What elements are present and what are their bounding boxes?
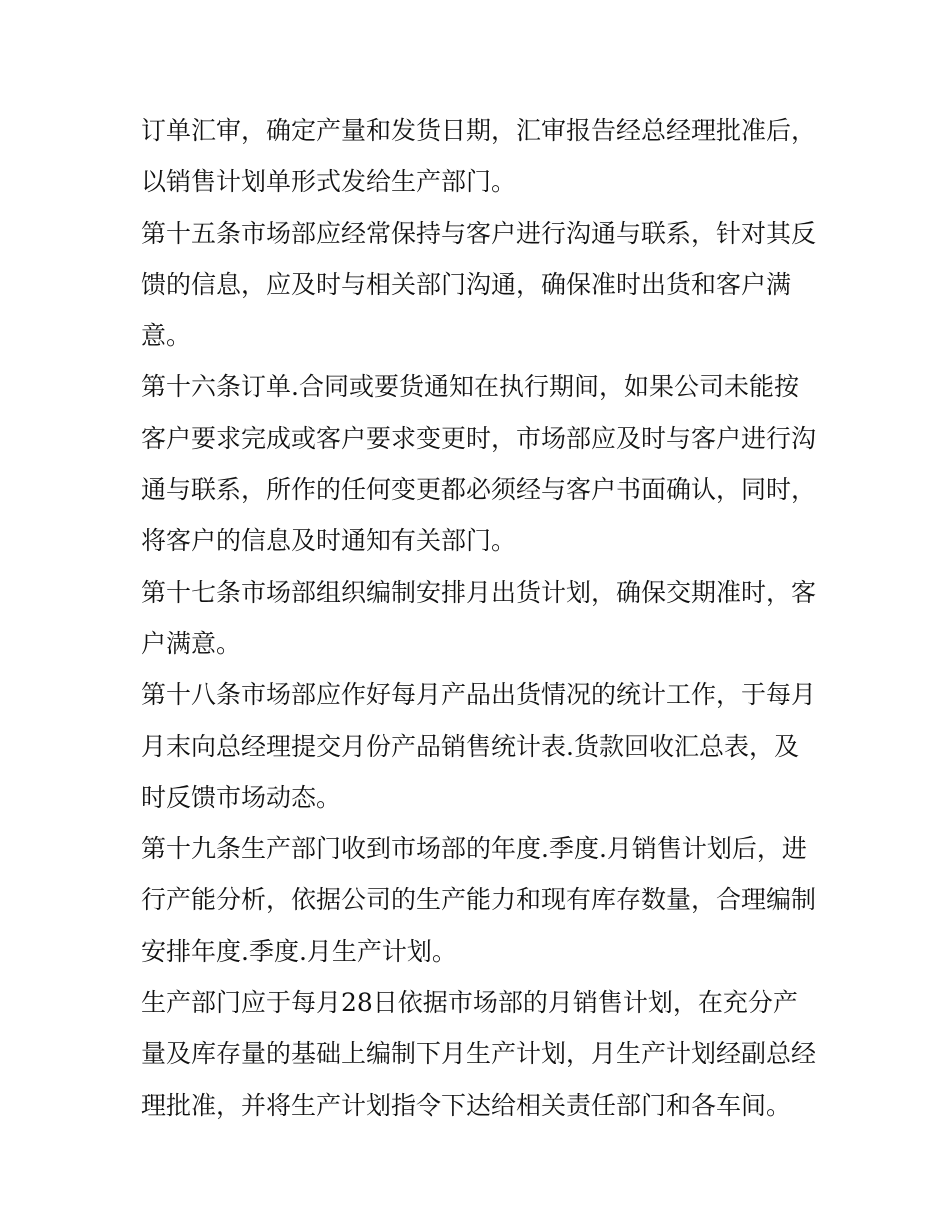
text-line: 通与联系，所作的任何变更都必须经与客户书面确认，同时，	[141, 475, 817, 505]
text-line: 月末向总经理提交月份产品销售统计表.货款回收汇总表，及	[141, 731, 799, 761]
text-line: 以销售计划单形式发给生产部门。	[141, 167, 517, 197]
text-line: 行产能分析，依据公司的生产能力和现有库存数量，合理编制	[141, 885, 817, 915]
text-line: 第十五条市场部应经常保持与客户进行沟通与联系，针对其反	[141, 218, 817, 248]
text-line: 第十六条订单.合同或要货通知在执行期间，如果公司未能按	[141, 372, 799, 402]
text-line: 户满意。	[141, 628, 242, 658]
text-line: 馈的信息，应及时与相关部门沟通，确保准时出货和客户满	[141, 269, 792, 299]
text-line: 将客户的信息及时通知有关部门。	[141, 526, 517, 556]
text-line: 客户要求完成或客户要求变更时，市场部应及时与客户进行沟	[141, 423, 817, 453]
text-line: 量及库存量的基础上编制下月生产计划，月生产计划经副总经	[141, 1039, 817, 1069]
document-body	[141, 105, 821, 1131]
text-line: 安排年度.季度.月生产计划。	[141, 936, 457, 966]
text-line: 意。	[141, 321, 192, 351]
text-line: 第十七条市场部组织编制安排月出货计划，确保交期准时，客	[141, 577, 817, 607]
text-line: 第十九条生产部门收到市场部的年度.季度.月销售计划后，进	[141, 834, 807, 864]
text-line: 生产部门应于每月28日依据市场部的月销售计划，在充分产	[141, 988, 798, 1018]
text-line: 第十八条市场部应作好每月产品出货情况的统计工作，于每月	[141, 680, 817, 710]
text-line: 订单汇审，确定产量和发货日期，汇审报告经总经理批准后，	[141, 116, 817, 145]
text-line: 时反馈市场动态。	[141, 782, 342, 812]
text-line: 理批准，并将生产计划指令下达给相关责任部门和各车间。	[141, 1090, 792, 1120]
